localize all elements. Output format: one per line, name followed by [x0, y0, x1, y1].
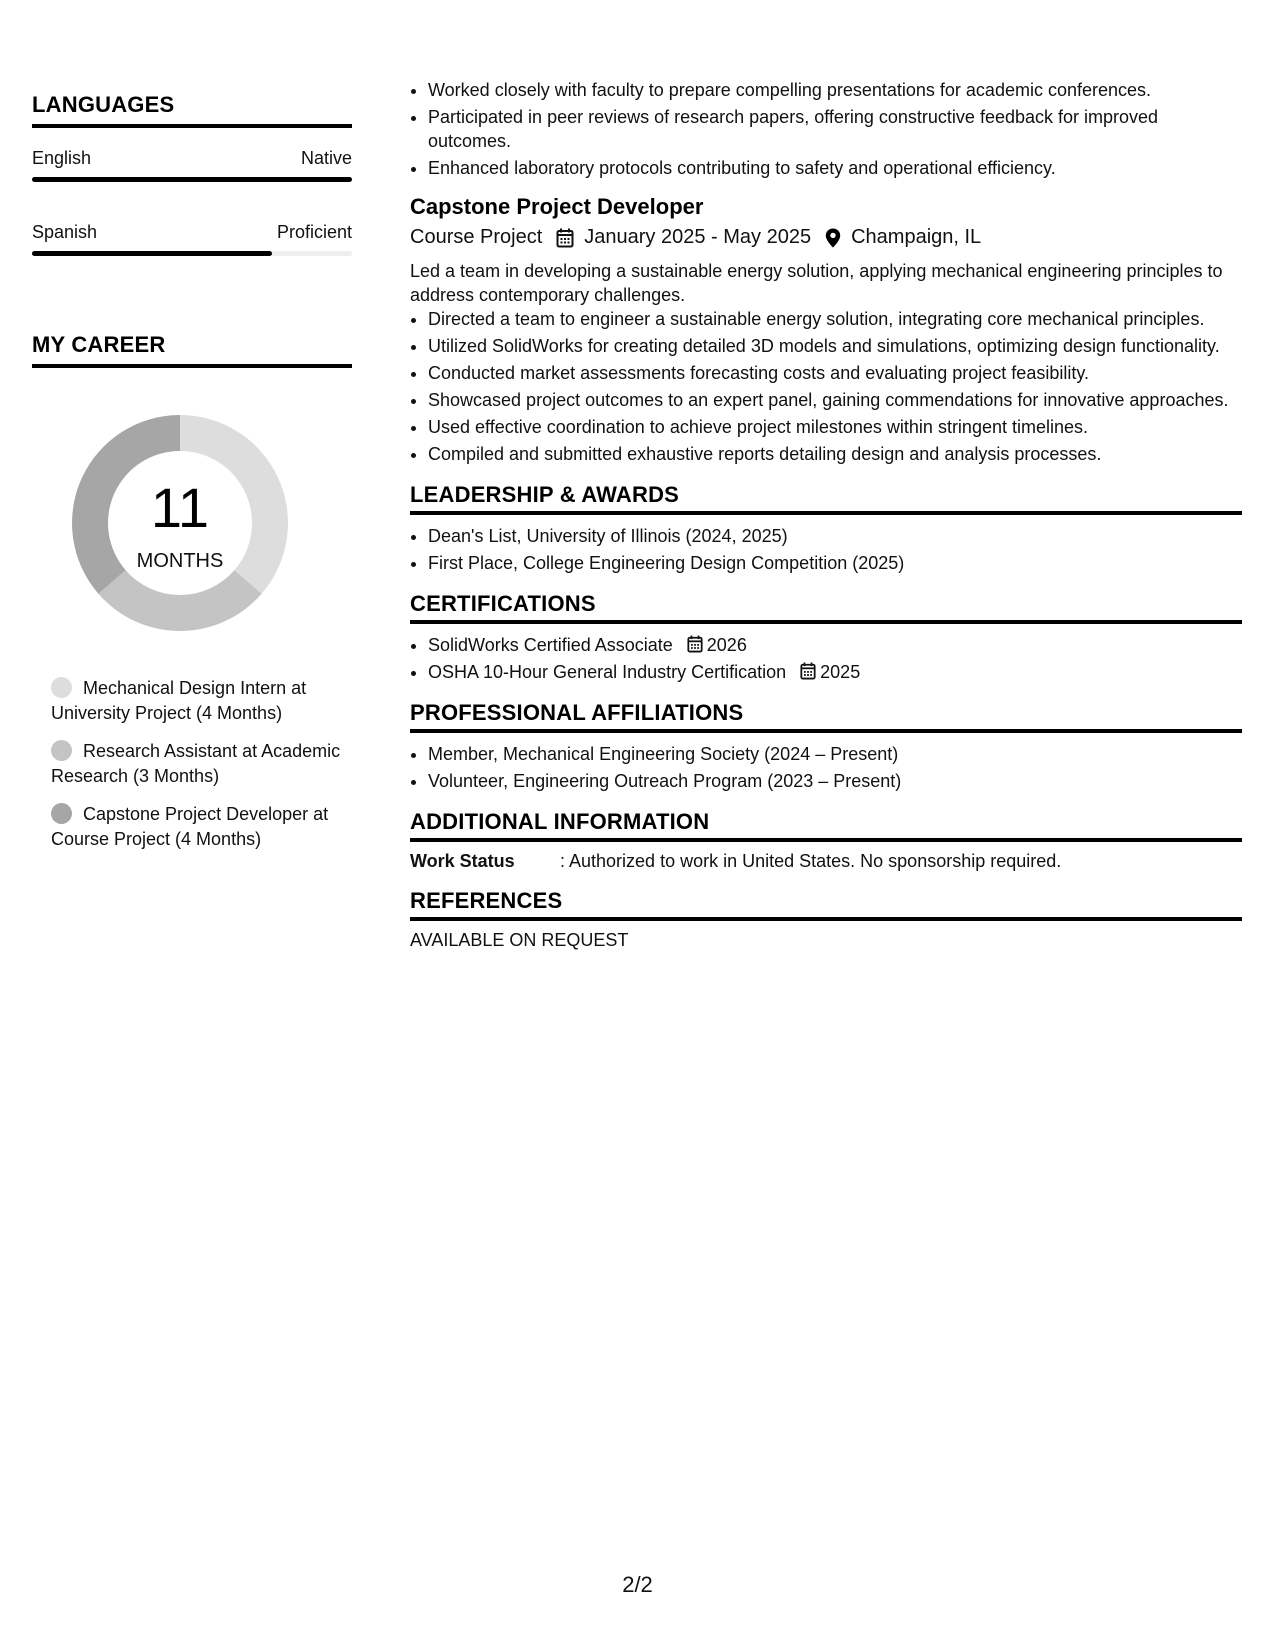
references-section	[410, 888, 1242, 951]
donut-segment-2	[98, 570, 261, 631]
language-item	[32, 222, 352, 256]
career-donut-chart	[65, 408, 295, 638]
job-title: Capstone Project Developer	[410, 194, 704, 219]
calendar-icon	[800, 662, 816, 680]
work-status-value: : Authorized to work in United States. No sponsorship required.	[560, 851, 1062, 871]
list-item: • Enhanced laboratory protocols contributing to safety and operational efficiency.	[428, 156, 1242, 180]
list-item: • Conducted market assessments forecasting costs and evaluating project feasibility.	[428, 361, 1242, 385]
list-item: • Volunteer, Engineering Outreach Program (2023 – Present)	[428, 769, 1242, 793]
cert-year: 2025	[820, 662, 861, 682]
languages-title: LANGUAGES	[32, 92, 352, 128]
list-item: • Participated in peer reviews of research papers, offering constructive feedback for improved outcomes.	[428, 105, 1242, 153]
additional-info-title: ADDITIONAL INFORMATION	[410, 809, 1242, 842]
list-item: • Worked closely with faculty to prepare compelling presentations for academic conferences.	[428, 78, 1242, 102]
career-legend	[51, 676, 341, 852]
certifications-section	[410, 591, 1242, 684]
list-item: • First Place, College Engineering Design Competition (2025)	[428, 551, 1242, 575]
legend-dot	[51, 677, 72, 698]
legend-label: Research Assistant at Academic Research (3 Months)	[51, 741, 341, 786]
job-location: Champaign, IL	[851, 226, 982, 248]
language-proficiency-bar	[32, 177, 352, 182]
affiliations-title: PROFESSIONAL AFFILIATIONS	[410, 700, 1242, 733]
job-bullets	[410, 307, 1242, 466]
additional-info-section	[410, 809, 1242, 872]
work-status-label: Work Status	[410, 851, 515, 871]
list-item: • Showcased project outcomes to an expert panel, gaining commendations for innovative approaches.	[428, 388, 1242, 412]
list-item: • Used effective coordination to achieve project milestones within stringent timelines.	[428, 415, 1242, 439]
previous-job-bullets	[410, 78, 1242, 180]
list-item: • Member, Mechanical Engineering Society (2024 – Present)	[428, 742, 1242, 766]
list-item: • Utilized SolidWorks for creating detailed 3D models and simulations, optimizing design functionality.	[428, 334, 1242, 358]
leadership-list	[410, 524, 1242, 575]
affiliations-section	[410, 700, 1242, 793]
language-proficiency-fill	[32, 177, 352, 182]
language-name: English	[32, 148, 92, 168]
certifications-list	[410, 633, 1242, 684]
job-dates: January 2025 - May 2025	[584, 226, 812, 248]
legend-label: Mechanical Design Intern at University Project (4 Months)	[51, 678, 307, 723]
career-total-number: 11	[150, 476, 210, 539]
language-proficiency-bar	[32, 251, 352, 256]
cert-name: SolidWorks Certified Associate	[428, 635, 673, 655]
leadership-title: LEADERSHIP & AWARDS	[410, 482, 1242, 515]
location-pin-icon	[825, 228, 841, 248]
list-item: • Directed a team to engineer a sustainable energy solution, integrating core mechanical principles.	[428, 307, 1242, 331]
cert-name: OSHA 10-Hour General Industry Certification	[428, 662, 787, 682]
legend-item	[51, 802, 341, 852]
legend-item	[51, 739, 341, 789]
job-company: Course Project	[410, 226, 543, 248]
language-item	[32, 148, 352, 182]
work-status-row	[410, 851, 1242, 872]
career-total-unit: MONTHS	[136, 550, 224, 572]
legend-item	[51, 676, 341, 726]
cert-year: 2026	[706, 635, 747, 655]
page-number: 2/2	[622, 1572, 653, 1597]
leadership-section	[410, 482, 1242, 575]
list-item: • Compiled and submitted exhaustive reports detailing design and analysis processes.	[428, 442, 1242, 466]
list-item: • Dean's List, University of Illinois (2024, 2025)	[428, 524, 1242, 548]
calendar-icon	[687, 635, 703, 653]
legend-label: Capstone Project Developer at Course Project (4 Months)	[51, 804, 329, 849]
language-name: Spanish	[32, 222, 98, 242]
references-title: REFERENCES	[410, 888, 1242, 921]
certifications-title: CERTIFICATIONS	[410, 591, 1242, 624]
job-description: Led a team in developing a sustainable energy solution, applying mechanical engineering principles to address contemporary challenges.	[410, 261, 1223, 305]
references-text: AVAILABLE ON REQUEST	[410, 930, 629, 950]
calendar-icon	[556, 228, 574, 248]
language-level: Proficient	[276, 222, 352, 242]
career-title: MY CAREER	[32, 332, 352, 368]
list-item	[428, 660, 1242, 684]
job-meta	[410, 226, 1242, 249]
legend-dot	[51, 803, 72, 824]
language-proficiency-fill	[32, 251, 272, 256]
right-column	[410, 78, 1242, 951]
left-column	[32, 92, 352, 865]
language-level: Native	[300, 148, 352, 168]
affiliations-list	[410, 742, 1242, 793]
list-item	[428, 633, 1242, 657]
legend-dot	[51, 740, 72, 761]
